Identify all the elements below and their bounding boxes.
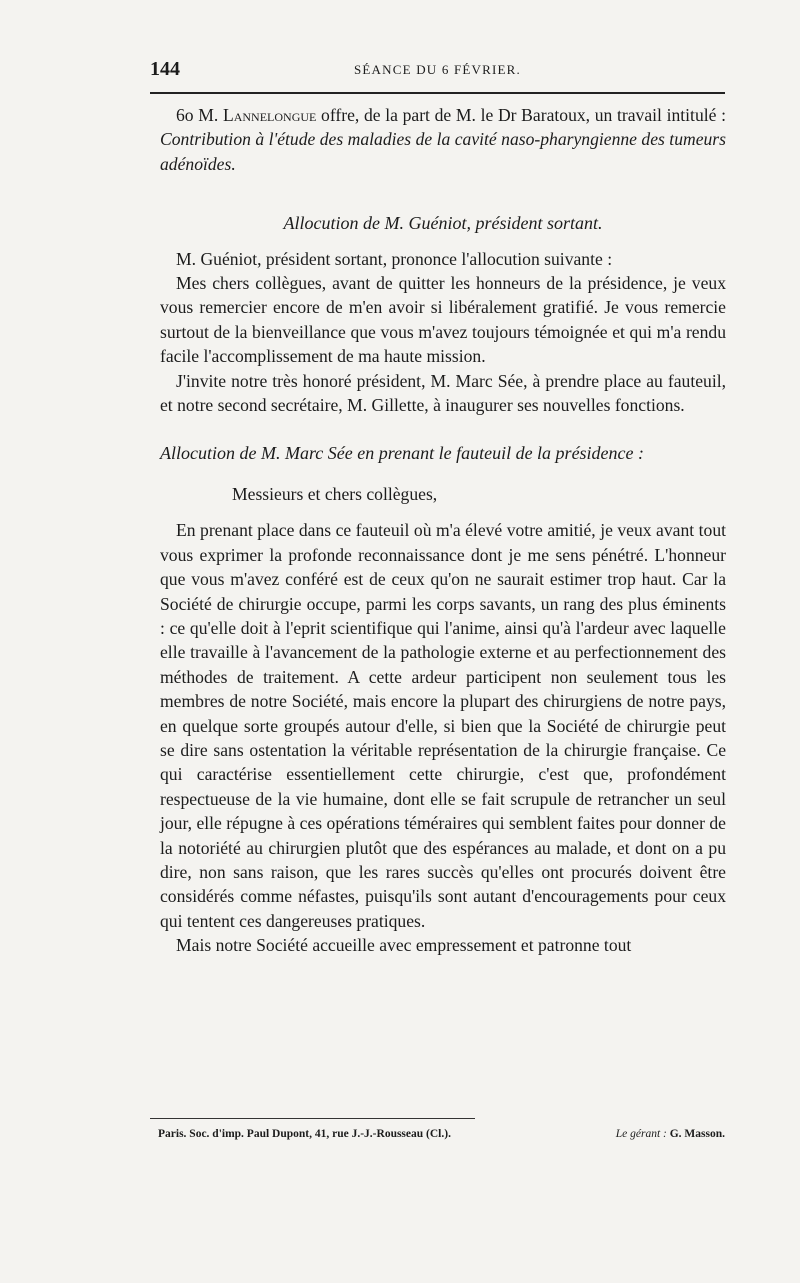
page-header [150, 58, 725, 86]
header-rule [150, 92, 725, 94]
paragraph: Mais notre Société accueille avec empressement et patronne tout [176, 935, 632, 956]
gerant-name: G. Masson. [669, 1128, 725, 1140]
section-heading-marc-see: Allocution de M. Marc Sée en prenant le fauteuil de la présidence : [160, 443, 645, 464]
paragraph: Mes chers collègues, avant de quitter les honneurs de la présidence, je veux vous remercier encore de m'en avoir si libéralement gratifié. Je vous remercie surtout de la bienveillance que vous m'avez toujours témoignée et qui m'a rendu facile l'accomplissement de ma haute mission. [160, 273, 726, 367]
page-number: 144 [150, 58, 180, 80]
gerant-credit [616, 1128, 725, 1140]
paragraph: En prenant place dans ce fauteuil où m'a élevé votre amitié, je veux avant tout vous exprimer la profonde reconnaissance dont je me sens pénétré. L'honneur que vous m'avez conféré est de ceux qu'on ne saurait estimer trop haut. Car la Société de chirurgie occupe, parmi les corps savants, un rang des plus éminents : ce qu'elle doit à l'eprit scientifique qui l'anime, ainsi qu'à l'ardeur avec laquelle elle travaille à l'avancement de la pathologie externe et au perfectionnement des méthodes de traitement. A cette ardeur participent non seulement tous les membres de notre Société, mais encore la plupart des chirurgiens de notre pays, en quelque sorte groupés autour d'elle, si bien que la Société de chirurgie peut se dire sans ostentation la véritable représentation de la chirurgie française. Ce qui caractérise essentiellement cette chirurgie, c'est que, profondément respectueuse de la vie humaine, dont elle se fait scrupule de retrancher un seul jour, elle répugne à ces opérations téméraires qui semblent faites pour donner de la notoriété au chirurgien plutôt que des espérances au malade, et dont on a pu dire, non sans raison, que les rares succès qu'elles ont procurés doivent être considérés comme néfastes, puisqu'ils sont autant d'encouragements pour ceux qui tentent ces dangereuses pratiques. [160, 520, 726, 931]
printer-imprint: Paris. Soc. d'imp. Paul Dupont, 41, rue J.-J.-Rousseau (Cl.). [158, 1128, 451, 1140]
gerant-label: Le gérant : [615, 1128, 670, 1140]
author-name: Lannelongue [222, 105, 317, 125]
page-footer [150, 1128, 725, 1148]
salutation: Messieurs et chers collègues, [232, 483, 438, 504]
paragraph: J'invite notre très honoré président, M. Marc Sée, à prendre place au fauteuil, et notre second secrétaire, M. Gillette, à inaugurer ses nouvelles fonctions. [160, 370, 726, 416]
item6-lead: 6o M. [176, 105, 223, 125]
footer-rule [150, 1118, 475, 1119]
paragraph: M. Guéniot, président sortant, prononce l'allocution suivante : [176, 248, 613, 269]
section-heading-gueniot: Allocution de M. Guéniot, président sortant. [283, 213, 603, 234]
work-title: Contribution à l'étude des maladies de la cavité naso-pharyngienne des tumeurs adénoïdes. [160, 129, 726, 174]
page-body [160, 103, 726, 958]
item-6-paragraph [160, 103, 726, 176]
running-title: SÉANCE DU 6 FÉVRIER. [353, 62, 521, 77]
item6-text: offre, de la part de M. le Dr Baratoux, un travail intitulé : [316, 105, 726, 125]
